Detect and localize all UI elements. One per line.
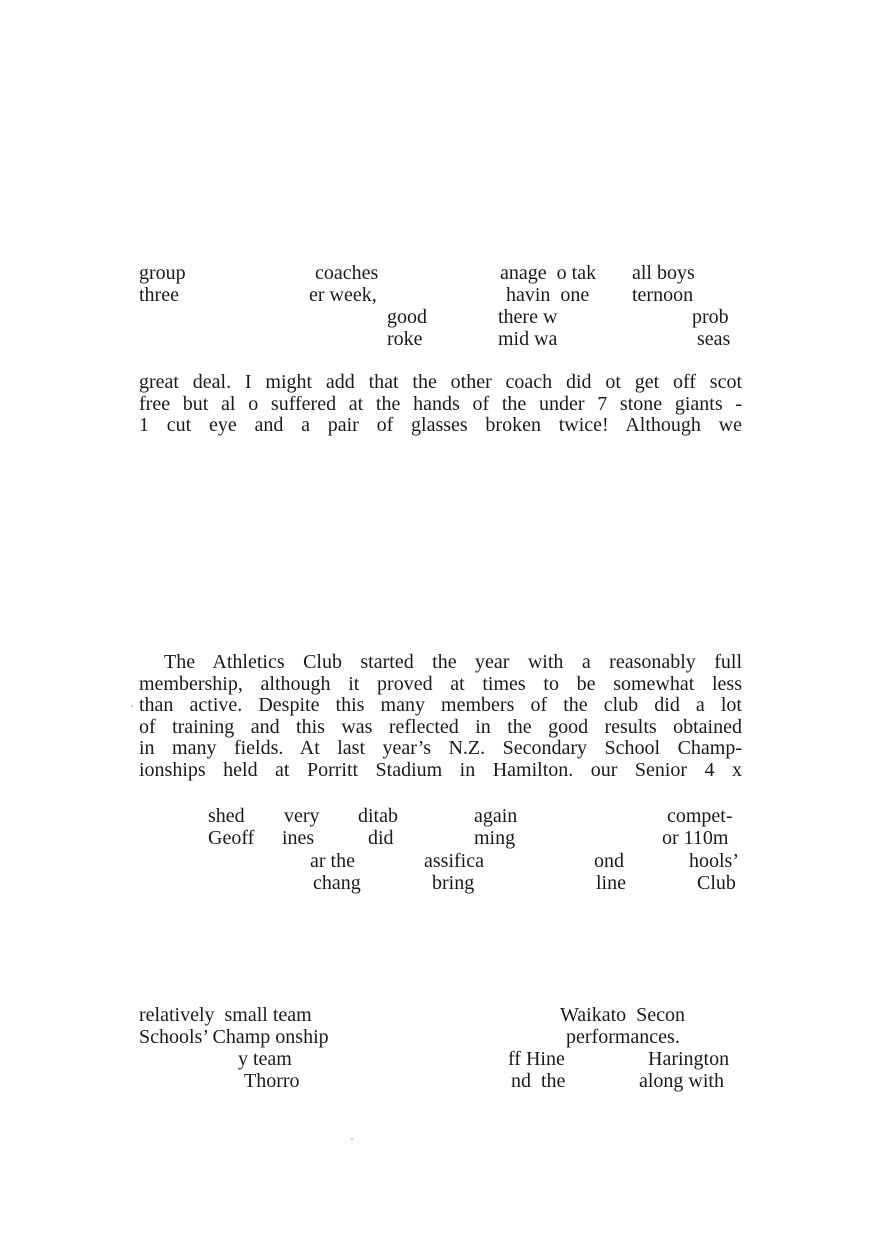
scan-speck (131, 705, 133, 707)
fragment-text: again (474, 805, 518, 827)
fragment-text: y team (238, 1048, 292, 1070)
fragment-text: bring (432, 872, 475, 894)
fragment-text: performances. (566, 1026, 680, 1048)
fragment-text: shed (208, 805, 245, 827)
fragment-text: er week, (309, 284, 377, 306)
fragment-text: ines (282, 827, 315, 849)
fragment-text: coaches (315, 262, 379, 284)
paragraph-1 (139, 372, 742, 437)
fragment-text: anage o tak (500, 262, 597, 284)
fragment-text: along with (639, 1070, 724, 1092)
fragment-text: havin one (506, 284, 590, 306)
scan-speck (351, 1138, 353, 1140)
fragment-text: three (139, 284, 179, 306)
fragment-text: good (387, 306, 427, 328)
paragraph-line: ionships held at Porritt Stadium in Hamilton. our Senior 4 x (139, 758, 742, 781)
fragment-text: relatively small team (139, 1004, 312, 1026)
fragment-text: ming (474, 827, 516, 849)
fragment-text: all boys (632, 262, 695, 284)
paragraph-line: great deal. I might add that the other coach did ot get off scot (139, 371, 742, 393)
fragment-text: did (368, 827, 394, 849)
fragment-text: Schools’ Champ onship (139, 1026, 329, 1048)
fragment-text: group (139, 262, 186, 284)
fragment-text: Club (697, 872, 736, 894)
fragment-text: very (284, 805, 320, 827)
fragment-text: seas (697, 328, 731, 350)
fragment-text: mid wa (498, 328, 558, 350)
paragraph-line: The Athletics Club started the year with a reasonably full (164, 651, 742, 673)
fragment-text: ternoon (632, 284, 694, 306)
fragment-text: compet- (667, 805, 733, 827)
fragment-text: hools’ (689, 850, 739, 872)
fragment-text: ond (594, 850, 624, 872)
paragraph-athletics (139, 652, 742, 782)
paragraph-line: 1 cut eye and a pair of glasses broken twice! Although we (139, 414, 742, 437)
paragraph-line: of training and this was reflected in the good results obtained (139, 715, 742, 738)
paragraph-line: membership, although it proved at times to be somewhat less (139, 672, 742, 695)
fragment-text: assifica (424, 850, 484, 872)
fragment-text: or 110m (662, 827, 729, 849)
fragment-text: Geoff (208, 827, 255, 849)
fragment-text: ff Hine (508, 1048, 565, 1070)
fragment-text: nd the (511, 1070, 566, 1092)
fragment-text: roke (387, 328, 423, 350)
fragment-text: Harington (648, 1048, 730, 1070)
paragraph-line: than active. Despite this many members of the club did a lot (139, 694, 742, 717)
fragment-text: there w (498, 306, 558, 328)
fragment-text: line (596, 872, 626, 894)
paragraph-line: free but al o suffered at the hands of the under 7 stone giants - (139, 392, 742, 415)
fragment-text: chang (313, 872, 361, 894)
fragment-text: Waikato Secon (560, 1004, 686, 1026)
fragment-text: ar the (310, 850, 355, 872)
fragment-text: prob (692, 306, 729, 328)
paragraph-line: in many fields. At last year’s N.Z. Secondary School Champ- (139, 737, 742, 760)
fragment-text: ditab (358, 805, 398, 827)
fragment-text: Thorro (244, 1070, 300, 1092)
